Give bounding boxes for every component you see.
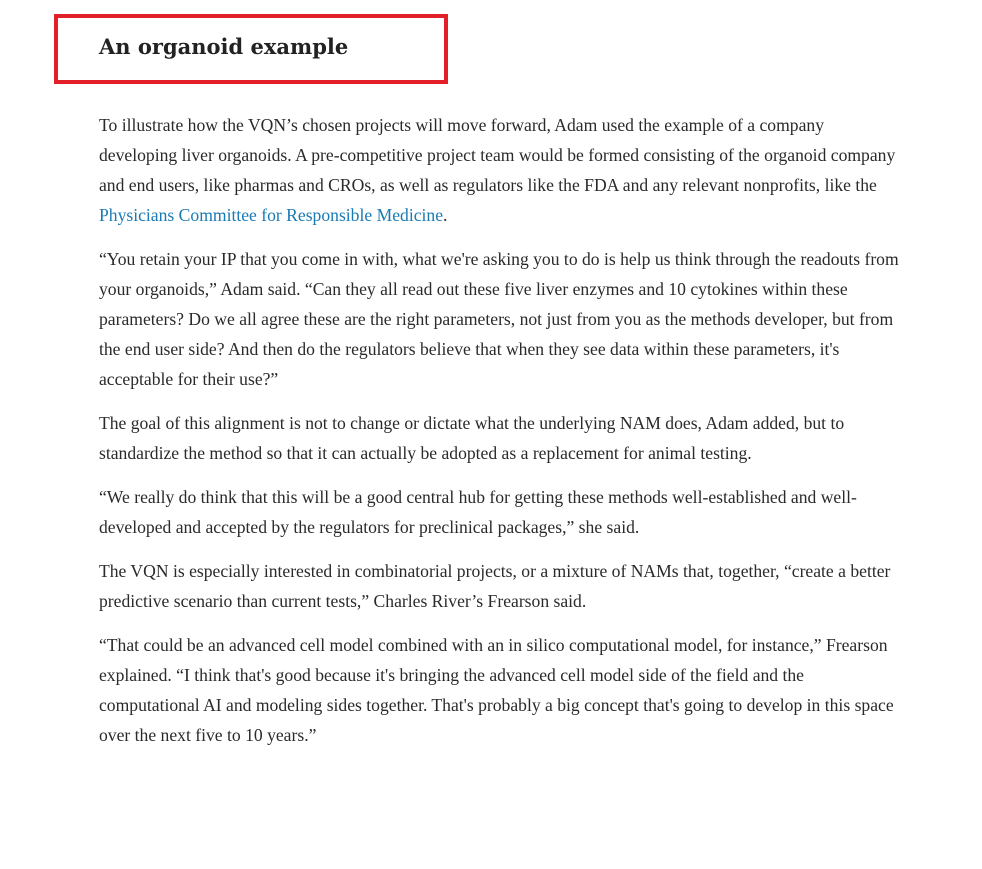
paragraph-1	[99, 110, 899, 230]
paragraph-4: “We really do think that this will be a good central hub for getting these methods well-established and well-developed and accepted by the regulators for preclinical packages,” she said.	[99, 487, 857, 537]
article-body	[99, 110, 899, 764]
paragraph-6: “That could be an advanced cell model combined with an in silico computational model, for instance,” Frearson explained. “I think that's good because it's bringing the advanced cell model side of the field and the computational AI and modeling sides together. That's probably a big concept that's going to develop in this space over the next five to 10 years.”	[99, 635, 894, 745]
paragraph-3: The goal of this alignment is not to change or dictate what the underlying NAM does, Adam added, but to standardize the method so that it can actually be adopted as a replacement for animal testing.	[99, 413, 845, 463]
paragraph-1-end: .	[443, 205, 448, 225]
pcrm-link[interactable]: Physicians Committee for Responsible Medicine	[99, 205, 444, 225]
paragraph-2: “You retain your IP that you come in with, what we're asking you to do is help us think through the readouts from your organoids,” Adam said. “Can they all read out these five liver enzymes and 10 cytokines within these parameters? Do we all agree these are the right parameters, not just from you as the methods developer, but from the end user side? And then do the regulators believe that when they see data within these parameters, it's acceptable for their use?”	[99, 249, 899, 389]
paragraph-5: The VQN is especially interested in combinatorial projects, or a mixture of NAMs that, together, “create a better predictive scenario than current tests,” Charles River’s Frearson said.	[99, 561, 891, 611]
paragraph-1-text: To illustrate how the VQN’s chosen projects will move forward, Adam used the example of a company developing liver organoids. A pre-competitive project team would be formed consisting of the organoid company and end users, like pharmas and CROs, as well as regulators like the FDA and any relevant nonprofits, like the	[99, 115, 896, 195]
section-heading: An organoid example	[99, 34, 349, 59]
